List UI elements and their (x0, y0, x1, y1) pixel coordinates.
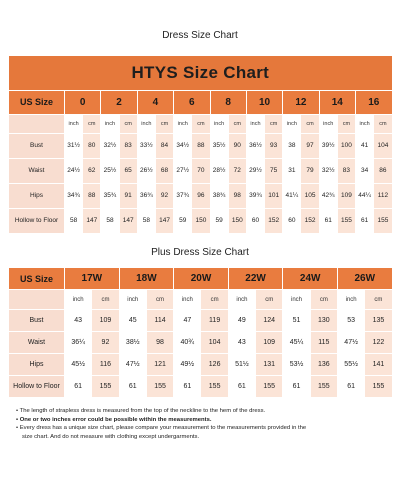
table-cell: 147 (119, 208, 137, 233)
table-row (9, 133, 393, 158)
table-cell: 152 (265, 208, 283, 233)
table-cell: 32½ (101, 133, 119, 158)
table-cell: 155 (92, 376, 119, 398)
us-size-label: US Size (9, 90, 65, 114)
table-cell: 38 (283, 133, 301, 158)
table-cell: 121 (146, 354, 173, 376)
table-cell: 58 (65, 208, 83, 233)
table-cell: 155 (374, 208, 392, 233)
table-cell: 79 (301, 158, 319, 183)
size-20w: 20W (174, 268, 229, 290)
table-cell: 34½ (174, 133, 192, 158)
table-cell: 84 (155, 133, 173, 158)
table-cell: 100 (337, 133, 355, 158)
table-cell: 35½ (210, 133, 228, 158)
table-cell: 124 (256, 310, 283, 332)
table-cell: 97 (301, 133, 319, 158)
table-cell: 131 (256, 354, 283, 376)
table-cell: 155 (146, 376, 173, 398)
row-label: Bust (9, 133, 65, 158)
table-cell: 141 (365, 354, 392, 376)
unit-cm: cm (192, 114, 210, 133)
unit-cm: cm (374, 114, 392, 133)
table-cell: 39¾ (246, 183, 264, 208)
table-cell: 150 (192, 208, 210, 233)
table-cell: 32½ (319, 158, 337, 183)
size-16: 16 (356, 90, 393, 114)
table-cell: 45¼ (283, 332, 310, 354)
plus-unit-row (9, 290, 393, 310)
table-cell: 68 (155, 158, 173, 183)
unit-cm: cm (365, 290, 392, 310)
table-cell: 61 (283, 376, 310, 398)
table-cell: 38¾ (210, 183, 228, 208)
table-cell: 75 (265, 158, 283, 183)
table-cell: 55½ (337, 354, 364, 376)
table-cell: 116 (92, 354, 119, 376)
note-error-margin: • One or two inches error could be possible within the measurements. (16, 416, 212, 423)
unit-inch: inch (228, 290, 255, 310)
table-cell: 92 (155, 183, 173, 208)
unit-cm: cm (83, 114, 101, 133)
unit-cm: cm (119, 114, 137, 133)
banner-title: HTYS Size Chart (131, 62, 270, 82)
table-cell: 93 (265, 133, 283, 158)
table-cell: 36½ (246, 133, 264, 158)
size-4: 4 (137, 90, 173, 114)
table-cell: 31½ (65, 133, 83, 158)
unit-cm: cm (337, 114, 355, 133)
table-cell: 98 (228, 183, 246, 208)
size-12: 12 (283, 90, 319, 114)
dress-size-chart-title: Dress Size Chart (162, 30, 238, 41)
table-cell: 41¼ (283, 183, 301, 208)
unit-cm: cm (228, 114, 246, 133)
size-26w: 26W (337, 268, 392, 290)
note-unique-chart: • Every dress has a unique size chart, please compare your measurement to the measurements provided in the (16, 425, 307, 432)
table-row (9, 158, 393, 183)
unit-inch: inch (174, 114, 192, 133)
us-size-label: US Size (9, 268, 65, 290)
unit-inch: inch (119, 290, 146, 310)
unit-blank (9, 114, 65, 133)
size-header-row (9, 90, 393, 114)
table-cell: 24½ (65, 158, 83, 183)
table-cell: 49½ (174, 354, 201, 376)
table-cell: 130 (310, 310, 337, 332)
table-cell: 59 (174, 208, 192, 233)
table-cell: 155 (201, 376, 228, 398)
table-cell: 49 (228, 310, 255, 332)
size-0: 0 (65, 90, 101, 114)
table-cell: 61 (356, 208, 374, 233)
table-cell: 53 (337, 310, 364, 332)
unit-cm: cm (155, 114, 173, 133)
table-cell: 44¼ (356, 183, 374, 208)
table-cell: 101 (265, 183, 283, 208)
plus-size-table (8, 267, 393, 398)
table-cell: 83 (337, 158, 355, 183)
unit-inch: inch (246, 114, 264, 133)
unit-inch: inch (283, 114, 301, 133)
table-cell: 88 (83, 183, 101, 208)
unit-cm: cm (301, 114, 319, 133)
table-cell: 47 (174, 310, 201, 332)
table-cell: 98 (146, 332, 173, 354)
table-cell: 47½ (119, 354, 146, 376)
unit-row (9, 114, 393, 133)
table-cell: 109 (337, 183, 355, 208)
table-cell: 25½ (101, 158, 119, 183)
table-row (9, 310, 393, 332)
unit-inch: inch (65, 114, 83, 133)
table-cell: 53½ (283, 354, 310, 376)
note-strapless: • The length of strapless dress is measured from the top of the neckline to the hem of the dress. (16, 408, 266, 414)
table-cell: 61 (174, 376, 201, 398)
table-cell: 114 (146, 310, 173, 332)
table-row (9, 354, 393, 376)
unit-inch: inch (356, 114, 374, 133)
row-label: Waist (9, 158, 65, 183)
table-cell: 60 (283, 208, 301, 233)
unit-cm: cm (310, 290, 337, 310)
table-cell: 34¾ (65, 183, 83, 208)
table-cell: 62 (83, 158, 101, 183)
table-cell: 27½ (174, 158, 192, 183)
table-cell: 59 (210, 208, 228, 233)
table-cell: 65 (119, 158, 137, 183)
table-cell: 28½ (210, 158, 228, 183)
table-cell: 92 (92, 332, 119, 354)
table-cell: 60 (246, 208, 264, 233)
unit-inch: inch (174, 290, 201, 310)
unit-cm: cm (92, 290, 119, 310)
table-cell: 147 (83, 208, 101, 233)
table-cell: 136 (310, 354, 337, 376)
table-cell: 155 (365, 376, 392, 398)
table-cell: 37¾ (174, 183, 192, 208)
unit-inch: inch (137, 114, 155, 133)
table-cell: 34 (356, 158, 374, 183)
measurement-notes (16, 407, 394, 441)
table-cell: 152 (301, 208, 319, 233)
table-cell: 39½ (319, 133, 337, 158)
table-cell: 135 (365, 310, 392, 332)
table-cell: 45 (119, 310, 146, 332)
size-8: 8 (210, 90, 246, 114)
table-cell: 61 (228, 376, 255, 398)
table-cell: 109 (256, 332, 283, 354)
table-cell: 122 (365, 332, 392, 354)
unit-inch: inch (319, 114, 337, 133)
table-cell: 96 (192, 183, 210, 208)
table-cell: 42¾ (319, 183, 337, 208)
table-cell: 91 (119, 183, 137, 208)
unit-cm: cm (201, 290, 228, 310)
table-cell: 61 (337, 376, 364, 398)
table-cell: 29½ (246, 158, 264, 183)
size-6: 6 (174, 90, 210, 114)
table-cell: 155 (337, 208, 355, 233)
table-cell: 26½ (137, 158, 155, 183)
table-cell: 70 (192, 158, 210, 183)
table-cell: 61 (319, 208, 337, 233)
table-cell: 31 (283, 158, 301, 183)
plus-size-header-row (9, 268, 393, 290)
table-cell: 126 (201, 354, 228, 376)
unit-cm: cm (146, 290, 173, 310)
table-cell: 115 (310, 332, 337, 354)
table-cell: 109 (92, 310, 119, 332)
table-cell: 80 (83, 133, 101, 158)
unit-cm: cm (256, 290, 283, 310)
note-unique-chart-cont: size chart. And do not measure with clothing except undergarments. (22, 433, 200, 440)
unit-inch: inch (283, 290, 310, 310)
table-cell: 83 (119, 133, 137, 158)
table-cell: 104 (374, 133, 392, 158)
size-22w: 22W (228, 268, 283, 290)
row-label: Hollow to Floor (9, 208, 65, 233)
table-cell: 90 (228, 133, 246, 158)
unit-inch: inch (101, 114, 119, 133)
table-cell: 45½ (65, 354, 92, 376)
table-cell: 86 (374, 158, 392, 183)
table-cell: 88 (192, 133, 210, 158)
size-chart-banner (9, 56, 393, 90)
table-cell: 33½ (137, 133, 155, 158)
table-cell: 35¾ (101, 183, 119, 208)
table-cell: 104 (201, 332, 228, 354)
table-cell: 72 (228, 158, 246, 183)
unit-cm: cm (265, 114, 283, 133)
table-cell: 40¾ (174, 332, 201, 354)
table-cell: 155 (310, 376, 337, 398)
size-10: 10 (246, 90, 282, 114)
table-cell: 58 (137, 208, 155, 233)
table-cell: 43 (65, 310, 92, 332)
size-17w: 17W (65, 268, 120, 290)
dress-size-table (8, 56, 393, 234)
table-cell: 36¼ (65, 332, 92, 354)
unit-inch: inch (337, 290, 364, 310)
row-label: Hips (9, 354, 65, 376)
row-label: Hollow to Floor (9, 376, 65, 398)
table-row (9, 332, 393, 354)
table-cell: 105 (301, 183, 319, 208)
table-cell: 150 (228, 208, 246, 233)
table-cell: 147 (155, 208, 173, 233)
unit-inch: inch (210, 114, 228, 133)
table-cell: 47½ (337, 332, 364, 354)
size-2: 2 (101, 90, 137, 114)
row-label: Hips (9, 183, 65, 208)
unit-inch: inch (65, 290, 92, 310)
table-cell: 43 (228, 332, 255, 354)
row-label: Bust (9, 310, 65, 332)
table-row (9, 376, 393, 398)
size-18w: 18W (119, 268, 174, 290)
table-cell: 51 (283, 310, 310, 332)
plus-size-chart-title: Plus Dress Size Chart (151, 247, 249, 258)
table-row (9, 183, 393, 208)
table-cell: 41 (356, 133, 374, 158)
table-cell: 119 (201, 310, 228, 332)
unit-blank (9, 290, 65, 310)
table-cell: 155 (256, 376, 283, 398)
size-14: 14 (319, 90, 355, 114)
table-cell: 38½ (119, 332, 146, 354)
table-cell: 51½ (228, 354, 255, 376)
table-cell: 36¾ (137, 183, 155, 208)
size-24w: 24W (283, 268, 338, 290)
table-cell: 61 (65, 376, 92, 398)
row-label: Waist (9, 332, 65, 354)
table-cell: 112 (374, 183, 392, 208)
table-row (9, 208, 393, 233)
table-cell: 61 (119, 376, 146, 398)
table-cell: 58 (101, 208, 119, 233)
